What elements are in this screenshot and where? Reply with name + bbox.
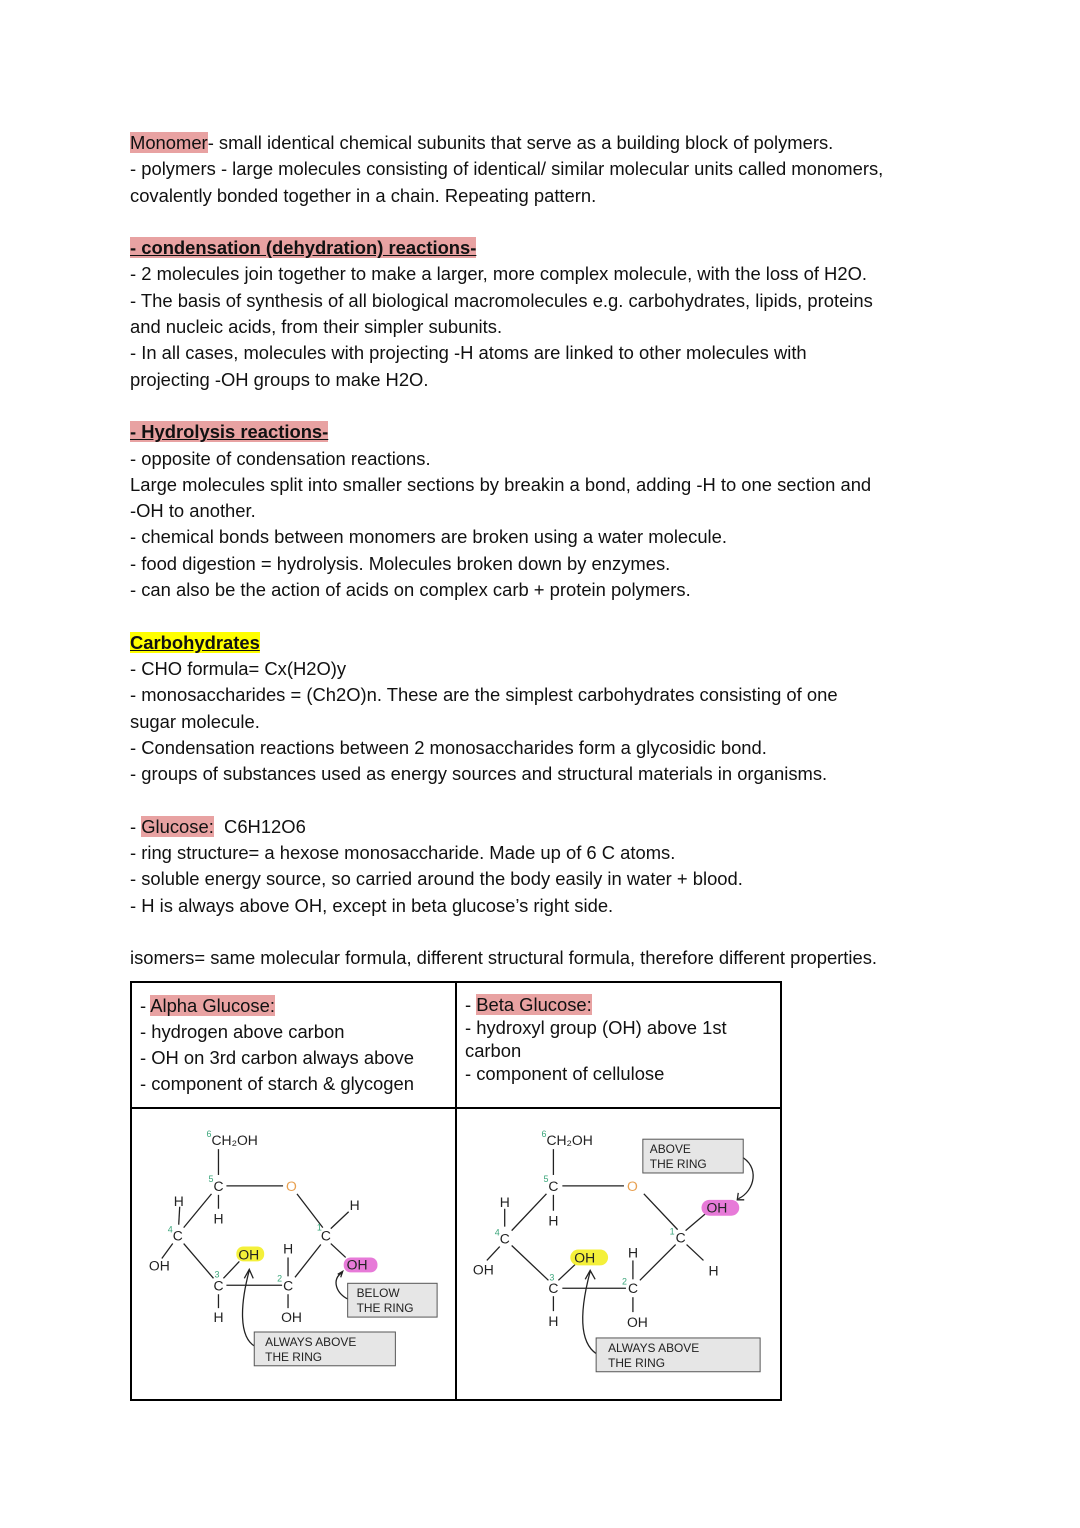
highlighted-term: Glucose: (141, 815, 214, 837)
blank-line (130, 393, 970, 419)
text-line: - can also be the action of acids on complex carb + protein polymers. (130, 579, 691, 601)
carbon-5: C (213, 1177, 224, 1194)
carbon-2: C (627, 1280, 638, 1297)
note: - hydrogen above carbon (140, 1021, 345, 1042)
section-heading-text: Carbohydrates (130, 631, 260, 653)
alpha-glucose-structure (132, 1109, 455, 1392)
term-line (130, 814, 970, 840)
callout-text: ALWAYS ABOVE (608, 1340, 700, 1355)
term-text: - (130, 815, 142, 837)
carbon-5: C (548, 1177, 559, 1194)
ch2oh-label: CH₂OH (546, 1132, 593, 1149)
callout-text: THE RING (265, 1349, 323, 1364)
text-line: - The basis of synthesis of all biological macromolecules e.g. carbohydrates, lipids, proteins (130, 289, 873, 311)
carbon-number: 1 (316, 1222, 322, 1233)
text-line: -OH to another. (130, 500, 256, 522)
hydrogen: H (627, 1244, 638, 1261)
carbon-1: C (675, 1229, 686, 1246)
term-line (130, 130, 970, 156)
term-text: C6H12O6 (213, 815, 306, 837)
text-line: isomers= same molecular formula, different structural formula, therefore different properties. (130, 947, 878, 969)
callout-text: THE RING (356, 1301, 414, 1316)
note: - component of starch & glycogen (140, 1073, 414, 1094)
text-line: - food digestion = hydrolysis. Molecules broken down by enzymes. (130, 552, 671, 574)
carbon-number: 3 (214, 1269, 220, 1280)
carbon-3: C (213, 1277, 224, 1294)
carbon-number: 6 (541, 1129, 547, 1140)
text-line: - monosaccharides = (Ch2O)n. These are the simplest carbohydrates consisting of one (130, 684, 838, 706)
hydroxyl: OH (281, 1309, 302, 1326)
text-line: - polymers - large molecules consisting of identical/ similar molecular units called monomers, (130, 158, 884, 180)
text-line: - chemical bonds between monomers are broken using a water molecule. (130, 526, 727, 548)
carbon-number: 5 (208, 1173, 214, 1184)
carbon-4: C (172, 1227, 183, 1244)
text-line: - 2 molecules join together to make a larger, more complex molecule, with the loss of H2O. (130, 263, 867, 285)
document-body (130, 130, 970, 972)
carbon-number: 5 (543, 1173, 549, 1184)
callout-text: ALWAYS ABOVE (265, 1334, 357, 1349)
beta-glucose-diagram-cell (456, 1108, 781, 1400)
carbon-number: 4 (167, 1224, 173, 1235)
text-line: sugar molecule. (130, 710, 260, 732)
carbon-number: 1 (669, 1226, 675, 1237)
hydrogen: H (173, 1192, 184, 1209)
carbon-2: C (283, 1277, 294, 1294)
hydroxyl: OH (472, 1261, 494, 1278)
note: carbon (465, 1040, 522, 1061)
dash: - (465, 994, 477, 1015)
beta-glucose-notes (456, 982, 781, 1108)
hydrogen: H (283, 1240, 294, 1257)
text-line: - groups of substances used as energy sources and structural materials in organisms. (130, 763, 828, 785)
hydrogen: H (349, 1196, 360, 1213)
blank-line (130, 919, 970, 945)
section-heading-text: - Hydrolysis reactions- (130, 421, 329, 443)
text-line: - soluble energy source, so carried around the body easily in water + blood. (130, 868, 743, 890)
hydrogen: H (708, 1262, 719, 1279)
alpha-glucose-diagram-cell (131, 1108, 456, 1400)
highlighted-term: Monomer (130, 132, 208, 153)
blank-line (130, 209, 970, 235)
hydrogen: H (548, 1212, 559, 1229)
alpha-glucose-notes (131, 982, 456, 1108)
ch2oh-label: CH₂OH (211, 1132, 258, 1149)
blank-line (130, 787, 970, 813)
section-heading (130, 630, 970, 656)
text-line: - opposite of condensation reactions. (130, 447, 431, 469)
hydroxyl: OH (148, 1257, 170, 1274)
note: - hydroxyl group (OH) above 1st (465, 1017, 727, 1038)
text-line: Large molecules split into smaller sections by breakin a bond, adding -H to one section and (130, 473, 872, 495)
text-line: - CHO formula= Cx(H2O)y (130, 657, 347, 679)
text-line: covalently bonded together in a chain. Repeating pattern. (130, 184, 597, 206)
callout-text: THE RING (608, 1355, 665, 1370)
glucose-comparison-table (130, 981, 782, 1401)
section-heading-text: - condensation (dehydration) reactions- (130, 237, 477, 259)
note: - component of cellulose (465, 1063, 665, 1084)
alpha-glucose-title: Alpha Glucose: (150, 995, 275, 1016)
hydrogen: H (213, 1309, 224, 1326)
carbon-number: 2 (277, 1273, 283, 1284)
blank-line (130, 603, 970, 629)
text-line: - In all cases, molecules with projecting -H atoms are linked to other molecules with (130, 342, 807, 364)
ring-oxygen: O (286, 1177, 297, 1194)
text-line: and nucleic acids, from their simpler subunits. (130, 316, 503, 338)
section-heading (130, 235, 970, 261)
callout-text: THE RING (649, 1157, 707, 1172)
ring-oxygen: O (626, 1177, 638, 1194)
hydroxyl-highlighted: OH (238, 1246, 260, 1263)
hydroxyl-pink: OH (706, 1199, 728, 1216)
beta-glucose-structure (457, 1109, 780, 1392)
text-line: projecting -OH groups to make H2O. (130, 368, 429, 390)
carbon-1: C (320, 1227, 331, 1244)
hydrogen: H (213, 1210, 224, 1227)
carbon-number: 6 (206, 1129, 212, 1140)
carbon-number: 2 (621, 1276, 627, 1287)
text-line: - ring structure= a hexose monosaccharide. Made up of 6 C atoms. (130, 842, 676, 864)
beta-glucose-title: Beta Glucose: (476, 994, 592, 1015)
section-heading (130, 419, 970, 445)
text-line: - Condensation reactions between 2 monosaccharides form a glycosidic bond. (130, 736, 767, 758)
term-text: - small identical chemical subunits that serve as a building block of polymers. (207, 132, 834, 153)
dash: - (140, 995, 151, 1016)
callout-text: ABOVE (649, 1142, 691, 1157)
carbon-4: C (499, 1230, 510, 1247)
hydroxyl-highlighted: OH (574, 1249, 596, 1266)
hydroxyl: OH (626, 1314, 648, 1331)
hydroxyl-pink: OH (346, 1256, 368, 1273)
text-line: - H is always above OH, except in beta glucose’s right side. (130, 894, 614, 916)
carbon-3: C (548, 1280, 559, 1297)
hydrogen: H (499, 1193, 510, 1210)
callout-text: BELOW (356, 1286, 400, 1301)
carbon-number: 4 (494, 1227, 500, 1238)
note: - OH on 3rd carbon always above (140, 1047, 414, 1068)
carbon-number: 3 (549, 1272, 555, 1283)
hydrogen: H (548, 1313, 559, 1330)
